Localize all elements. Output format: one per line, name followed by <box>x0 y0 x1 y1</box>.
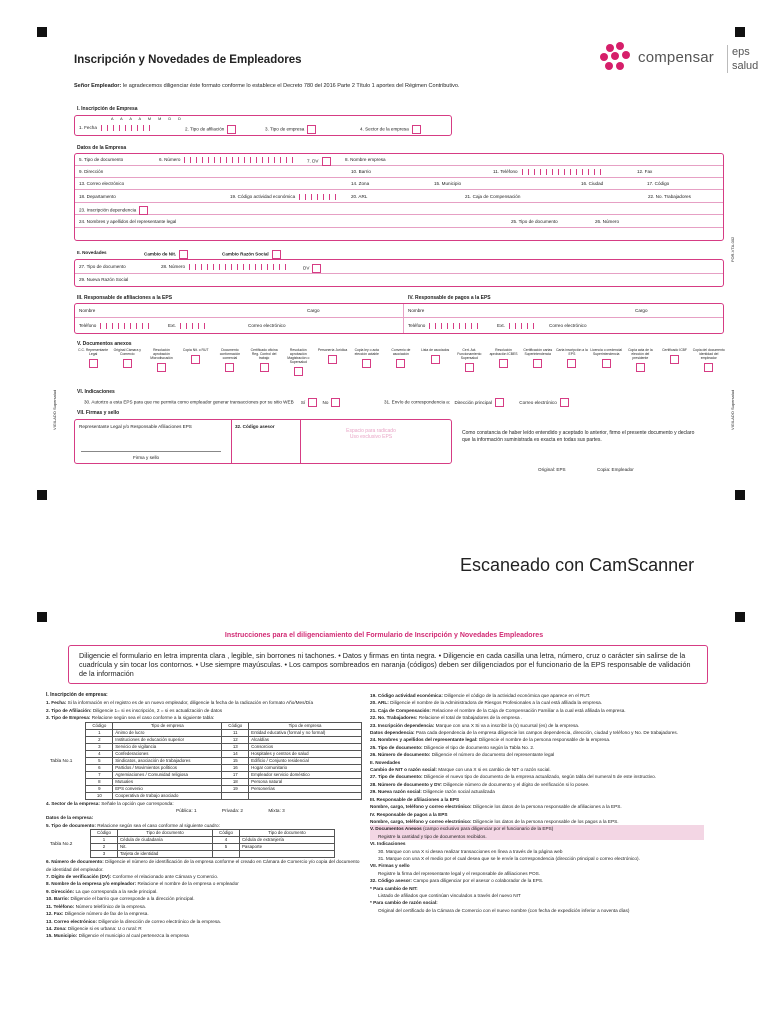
fecha-label[interactable]: 1. Fecha <box>79 125 155 131</box>
table-cell: 11 <box>222 729 249 736</box>
table-cell: Partidos / Movimientos políticos <box>113 764 222 771</box>
table-cell: 3 <box>86 743 113 750</box>
instruction-item: 15. Municipio: Diligencie el municipio al cual pertenezca la empresa <box>46 933 189 939</box>
table-cell: 2 <box>86 736 113 743</box>
section-2-title: II. Novedades <box>77 250 107 255</box>
radicado-stamp: Espacio para radicado Uso exclusivo EPS <box>346 428 396 440</box>
pago-telefono-field[interactable]: Teléfono <box>408 323 483 329</box>
anexo-item[interactable]: Original Cámara y Comercio <box>110 348 144 376</box>
cod-asesor-label[interactable]: 32. Código asesor <box>235 424 275 429</box>
instruction-item: 12. Fax: Diligencie número de fax de la empresa. <box>46 911 149 917</box>
anexo-checkbox[interactable] <box>396 359 405 368</box>
tipo-doc-field[interactable]: 5. Tipo de documento <box>79 157 124 162</box>
anexo-item[interactable]: Copia acta de la elección del presidente <box>623 348 657 376</box>
anexo-item[interactable]: Resolución aprobación Magistración o Supersalud <box>281 348 315 376</box>
instruction-item: 23. Inscripción dependencia: Marque con una X Si va a inscribir la (s) sucursal (es) de la empresa. <box>370 722 580 728</box>
telefono-field[interactable]: 11. Teléfono <box>493 169 602 175</box>
instruction-item: 24. Nombres y apellidos del representante legal: Diligencie el nombre de la persona responsable de la empresa. <box>370 737 611 743</box>
table-row <box>86 757 362 764</box>
anexo-item[interactable]: Certificado oficina Reg. Control del trabajo <box>247 348 281 376</box>
tipo-afiliacion-field[interactable]: 2. Tipo de afiliación <box>185 125 236 134</box>
nov-tipo-doc-field[interactable]: 27. Tipo de documento <box>79 264 126 269</box>
anexo-checkbox[interactable] <box>499 359 508 368</box>
instruction-item: 10. Barrio: Diligencie el barrio que corresponde a la dirección principal. <box>46 896 195 902</box>
afil-cargo-field[interactable]: Cargo <box>307 308 320 313</box>
anexo-checkbox[interactable] <box>602 359 611 368</box>
instruction-item: 7. Digito de verificación (DV): Conforme el relacionado ante Cámara y Comercio. <box>46 874 219 880</box>
pago-correo-field[interactable]: Correo electrónico <box>549 323 587 328</box>
registration-mark-br <box>735 612 745 622</box>
instruction-item: 3. Tipo de Empresa: Relacione según sea el caso conforme a la siguiente tabla: <box>46 715 215 721</box>
inscription-box <box>74 115 452 136</box>
dv-field[interactable]: 7. DV <box>307 157 331 166</box>
sector-line: 4. Sector de la empresa: Señale la opción que corresponda: <box>46 800 174 806</box>
responsables-box <box>74 303 724 334</box>
afil-correo-field[interactable]: Correo electrónico <box>248 323 286 328</box>
numero-field[interactable]: 6. Número <box>159 157 294 163</box>
scan-watermark: Escaneado con CamScanner <box>460 555 695 575</box>
table-cell: 8 <box>86 778 113 785</box>
table-cell: Cédula de extranjería <box>240 837 335 844</box>
anexo-checkbox[interactable] <box>191 355 200 364</box>
instruction-item: 31. Marque con una X el medio por el cual desea que se le envíe la correspondencia (dirección principal o correo electrónico). <box>378 855 640 861</box>
table-header: Código <box>222 722 249 729</box>
instruction-item: Datos dependencia: Para cada dependencia de la empresa diligencie los campos dependencia, dirección, ciudad y teléfono y No. De trabajadores. <box>370 730 679 736</box>
nombre-empresa-field[interactable]: 8. Nombre empresa <box>345 157 386 162</box>
registration-mark-tl <box>37 27 47 37</box>
instruction-item: 28. Número de documento y DV: Diligencie número de documento y el dígito de verificación si lo posee. <box>370 781 590 787</box>
anexo-item[interactable]: Lista de asociados <box>418 348 452 376</box>
instruction-item: 27. Tipo de documento: Diligencie el nuevo tipo de documento de la empresa actualizado, según tabla del numeral 5 de este instructivo. <box>370 774 657 780</box>
anexo-checkbox[interactable] <box>294 367 303 376</box>
instruction-item: 25. Tipo de documento: Diligencie el tipo de documento según la Tabla No. 2. <box>370 744 535 750</box>
table-header: Tipo de documento <box>240 830 335 837</box>
instruction-item: Nombre, cargo, teléfono y correo electrónico: Diligencie los datos de la persona responsable de los pagos a la EPS. <box>370 818 619 824</box>
instruction-item: Nombre, cargo, teléfono y correo electrónico: Diligencie los datos de la persona responsable de afiliaciones a la EPS. <box>370 804 622 810</box>
table-row <box>86 778 362 785</box>
pago-cargo-field[interactable]: Cargo <box>635 308 648 313</box>
constancia-text: Como constancia de haber leído entendido y aceptado lo anterior, firmo el presente documento y declaro que la información suministrada es exacta en todas sus partes. <box>462 430 695 443</box>
instructions-left-column <box>46 692 362 940</box>
instruction-item: 21. Caja de Compensación: Relacione el nombre de la Caja de Compensación Familiar a la cual está afiliada la empresa. <box>370 707 626 713</box>
table-cell: Hogar comunitario <box>249 764 362 771</box>
rep-tipo-doc-field[interactable]: 25. Tipo de documento <box>511 219 558 224</box>
vigilado-left: VIGILADO Supersalud <box>52 389 57 430</box>
table-cell <box>240 851 335 858</box>
registration-mark-bl <box>37 612 47 622</box>
table-cell: 9 <box>86 785 113 792</box>
anexo-item[interactable]: Licencia o credencial Superintendencia <box>589 348 623 376</box>
instruction-item: 14. Zona: Diligencie si es urbana: U o rural: R <box>46 925 142 931</box>
datos-box <box>74 153 724 241</box>
instruction-item: 1. Fecha: Si la información en el registro es de un nuevo empleador, diligencie la fecha de la radicación en formato Año/Mes/Día <box>46 700 314 706</box>
table-cell: 7 <box>86 771 113 778</box>
instruction-item: III. Responsable de afiliaciones a la EPS <box>370 796 460 802</box>
registration-mark-ml <box>37 490 47 500</box>
table-row <box>91 844 335 851</box>
table1-label: Tabla No.1 <box>50 757 73 763</box>
table-cell: Edificio / Conjunto residencial <box>249 757 362 764</box>
tipo-empresa-field[interactable]: 3. Tipo de empresa <box>265 125 316 134</box>
table-cell: 16 <box>222 764 249 771</box>
table2-label: Tabla No.2 <box>50 841 73 847</box>
fax-field[interactable]: 12. Fax <box>637 169 653 174</box>
table-cell: 13 <box>222 743 249 750</box>
instruction-item: 2. Tipo de Afiliación: Diligencie 1= si es inscripción, 2 = si es actualización de datos <box>46 707 223 713</box>
copia-label: Copia: Empleador <box>597 467 634 472</box>
rep-firma-label: Representante Legal y/o Responsable Afiliaciones EPS <box>79 424 192 429</box>
firma-sello-label: Firma y sello <box>133 455 160 460</box>
table-cell: Agremiaciones / Comunidad religiosa <box>113 771 222 778</box>
trabajadores-field[interactable]: 22. No. Trabajadores <box>648 194 691 199</box>
registration-mark-mr <box>735 490 745 500</box>
instruction-item: 11. Teléfono: Número telefónico de la empresa. <box>46 903 146 909</box>
brand-name: compensar <box>638 49 715 66</box>
tipo-doc-line: 5. Tipo de documento: Relacione según sea el caso conforme al siguiente cuadro: <box>46 822 220 828</box>
table-cell: Pasaporte <box>240 844 335 851</box>
table-cell: 2 <box>91 844 118 851</box>
anexo-item[interactable]: Certificado ICBF <box>657 348 691 376</box>
departamento-field[interactable]: 18. Departamento <box>79 194 116 199</box>
table-header: Código <box>91 830 118 837</box>
anexos-highlight: V. Documentos Anexos (campo exclusivo para diligenciar por el funcionario de la EPS) Registre la cantidad y tipo de documentos recibidos. <box>370 825 704 840</box>
side-code: FOR-VTA-002 <box>730 236 735 262</box>
table-row <box>86 764 362 771</box>
table-cell: 15 <box>222 757 249 764</box>
datos-title: Datos de la Empresa <box>77 145 127 151</box>
anexo-item[interactable]: Cert. Act. Funcionamiento Supersalud <box>452 348 486 376</box>
instruction-item: 26. Número de documento: Diligencie el número de documento del representante legal <box>370 752 555 758</box>
table-row <box>86 785 362 792</box>
section-6-title: VI. Indicaciones <box>77 389 115 395</box>
ciudad-field[interactable]: 16. Ciudad <box>581 181 604 186</box>
anexo-item[interactable]: Documento conformación comercial <box>213 348 247 376</box>
pago-nombre-field[interactable]: Nombre <box>408 308 425 313</box>
table-cell: Personerías <box>249 785 362 792</box>
anexo-item[interactable]: Resolución aprobación Microdiscusión <box>144 348 178 376</box>
form-title: Inscripción y Novedades de Empleadores <box>74 54 302 66</box>
anexo-item[interactable]: Carta inscripción a la EPS <box>555 348 589 376</box>
instructions-right-column <box>370 692 704 914</box>
instruction-item: II. Novedades <box>370 759 401 765</box>
instruction-item: * Para cambio de NIT: <box>370 885 418 891</box>
instruction-item: Original del certificado de la Cámara de Comercio con el nuevo nombre (con fecha de expedición inferior a noventa días) <box>378 907 630 913</box>
table-cell: Entidad educativa (formal y no formal) <box>249 729 362 736</box>
afil-telefono-field[interactable]: Teléfono <box>79 323 154 329</box>
instruction-item: 13. Correo electrónico: Diligencie la dirección de correo electrónico de la empresa. <box>46 918 222 924</box>
anexo-item[interactable]: Convenio de asociación <box>384 348 418 376</box>
anexo-checkbox[interactable] <box>123 359 132 368</box>
left-header: I. Inscripción de empresa: <box>46 692 108 698</box>
anexo-checkbox[interactable] <box>465 363 474 372</box>
table-cell: Mutuales <box>113 778 222 785</box>
instruction-item: 32. Código asesor: Campo para diligenciar por el asesor o colaborador de la EPS. <box>370 878 544 884</box>
anexo-checkbox[interactable] <box>260 363 269 372</box>
section-1-title: I. Inscripción de Empresa <box>77 106 138 112</box>
table-row <box>86 736 362 743</box>
section-3-title: III. Responsable de afiliaciones a la EPS <box>77 295 173 301</box>
registration-mark-tr <box>735 27 745 37</box>
instruction-item: 6. Número de documento: Diligencie el número de identificación de la empresa conforme el creado en Cámara de Comercio y/o copia del documento de identidad del empleador. <box>46 859 360 872</box>
table-cell: 4 <box>213 837 240 844</box>
table-header: Tipo de documento <box>118 830 213 837</box>
autorizo-field[interactable]: 30. Autorizo a esta EPS para que me permita como empleador generar transacciones por su sitio WEB Sí No <box>84 398 340 407</box>
instruction-item: VI. Indicaciones <box>370 841 406 847</box>
section-4-title: IV. Responsable de pagos a la EPS <box>408 295 491 301</box>
table-cell: Cooperativa de trabajo asociado <box>113 792 222 799</box>
instructions-title: Instrucciones para el diligenciamiento del Formulario de Inscripción y Novedades Empleadores <box>224 632 544 639</box>
envio-field[interactable]: 31. Envío de correspondencia a: Dirección principal Correo electrónico <box>384 398 569 407</box>
municipio-field[interactable]: 15. Municipio <box>434 181 462 186</box>
codigo-field[interactable]: 17. Código <box>647 181 670 186</box>
instruction-item: VII. Firmas y sello <box>370 863 410 869</box>
nueva-razon-field[interactable]: 29. Nueva Razón Social <box>79 277 129 282</box>
rep-numero-field[interactable]: 26. Número <box>595 219 620 224</box>
anexo-checkbox[interactable] <box>567 359 576 368</box>
instruction-item: * Para cambio de razón social: <box>370 900 438 906</box>
table-row <box>86 743 362 750</box>
table-cell: 3 <box>91 851 118 858</box>
correo-field[interactable]: 13. Correo electrónico <box>79 181 125 186</box>
table-header: Código <box>86 722 113 729</box>
anexo-item[interactable]: Copia Nit. o RUT <box>179 348 213 376</box>
barrio-field[interactable]: 10. Barrio <box>351 169 371 174</box>
original-label: Original: EPS <box>538 467 566 472</box>
table-cell: Consorcios <box>249 743 362 750</box>
table-cell: 1 <box>86 729 113 736</box>
logo-dots-icon <box>600 42 640 72</box>
instruction-item: 8. Nombre de la empresa y/o empleador: Relacione el nombre de la empresa o empleador <box>46 881 239 887</box>
anexo-checkbox[interactable] <box>157 363 166 372</box>
table-row <box>91 851 335 858</box>
sector-options: Pública: 1 Privada: 2 Mixta: 3 <box>176 808 285 814</box>
instruction-item: Listado de afiliados que continúan vinculados a través del nuevo NIT <box>378 892 521 898</box>
table-header: Código <box>213 830 240 837</box>
table-cell: EPS convenio <box>113 785 222 792</box>
section-7-title: VII. Firmas y sello <box>77 410 120 416</box>
novedades-box <box>74 259 724 287</box>
anexo-item[interactable]: Certificación cartas Superintendencia <box>521 348 555 376</box>
pago-ext-field[interactable]: Ext. <box>497 323 537 329</box>
table-cell <box>222 792 249 799</box>
representante-field[interactable]: 24. Nombres y apellidos del representante legal <box>79 219 177 224</box>
instructions-intro: Diligencie el formulario en letra imprenta clara , legible, sin borrones ni tachones. • Datos y firmas en tinta negra. • Diligencie en cada casilla una letra, número, cruz o carácter sin salirse de la cuadrícula y sin tocar los contornos. • Use siempre mayúsculas. • Los campos sombreados en naranja (códigos) deben ser diligenciados por el funcionario de la EPS responsable de validación de la información <box>68 645 708 684</box>
nov-numero-field[interactable]: 28. Número <box>161 264 289 270</box>
anexos-grid <box>76 348 726 376</box>
sector-field[interactable]: 4. Sector de la empresa <box>360 125 421 134</box>
anexo-checkbox[interactable] <box>328 355 337 364</box>
section-5-title: V. Documentos anexos <box>77 341 132 347</box>
table-row <box>86 729 362 736</box>
table-cell: Hospitales y centros de salud <box>249 750 362 757</box>
anexo-item[interactable]: Copia ley o acta elección actable <box>350 348 384 376</box>
table-cell: Tarjeta de identidad <box>118 851 213 858</box>
table-row <box>91 837 335 844</box>
anexo-item[interactable]: Resolución aprobación ICBES <box>486 348 520 376</box>
table-cell <box>213 851 240 858</box>
instruction-item: 9. Dirección: La que corresponda a la sede principal. <box>46 888 158 894</box>
anexo-checkbox[interactable] <box>533 359 542 368</box>
table-cell: 6 <box>86 764 113 771</box>
table-cell: Ánimo de lucro <box>113 729 222 736</box>
table-cell: 12 <box>222 736 249 743</box>
anexo-checkbox[interactable] <box>670 355 679 364</box>
instruction-item: IV. Responsable de pagos a la EPS <box>370 811 448 817</box>
anexo-checkbox[interactable] <box>225 363 234 372</box>
table-cell: 17 <box>222 771 249 778</box>
table-cell: Alcaldías <box>249 736 362 743</box>
anexo-checkbox[interactable] <box>89 359 98 368</box>
table-cell: Cédula de ciudadanía <box>118 837 213 844</box>
instruction-item: 19. Código actividad económica: Diligencie el código de la actividad económica que aparece en el RUT. <box>370 693 591 698</box>
instruction-item: 20. ARL: Diligencie el nombre de la Administradora de Riesgos Profesionales a la cual está afiliada la empresa. <box>370 700 602 706</box>
instruction-item: 30. Marque con una X si desea realizar transacciones en línea a través de la página web <box>378 848 563 854</box>
anexo-item[interactable]: Personería Jurídica <box>315 348 349 376</box>
brand-eps: eps salud <box>727 45 758 73</box>
table-cell: 1 <box>91 837 118 844</box>
table-cell: 4 <box>86 750 113 757</box>
direccion-field[interactable]: 9. Dirección <box>79 169 104 174</box>
table-cell: Instituciones de educación superior <box>113 736 222 743</box>
table-header: Tipo de empresa <box>113 722 222 729</box>
nov-dv-field[interactable]: DV <box>303 264 321 273</box>
table-cell: Empleador servicio doméstico <box>249 771 362 778</box>
table-cell: 5 <box>213 844 240 851</box>
dependencia-field[interactable]: 23. Inscripción dependencia <box>79 206 148 215</box>
intro-text: Señor Empleador: le agradecemos diligenciar éste formato conforme lo establece el Decreto 780 del 2016 Parte 2 Título 1 aportes del Régimen Contributivo. <box>74 83 460 89</box>
vigilado-right: VIGILADO Supersalud <box>730 389 735 430</box>
table-cell: 10 <box>86 792 113 799</box>
zona-field[interactable]: 14. Zona <box>351 181 370 186</box>
table-1 <box>85 722 362 800</box>
afil-ext-field[interactable]: Ext. <box>168 323 208 329</box>
table-2 <box>90 829 335 858</box>
table-cell: 5 <box>86 757 113 764</box>
table-cell: 14 <box>222 750 249 757</box>
instruction-item: Cambio de NIT o razón social: Marque con una X si es cambio de NIT o razón social. <box>370 767 551 773</box>
instruction-item: Registre la firma del representante legal y el responsable de afiliaciones POS. <box>378 870 541 876</box>
table-row <box>86 771 362 778</box>
afil-nombre-field[interactable]: Nombre <box>79 308 96 313</box>
instruction-item: 29. Nueva razón social: Diligencie razón social actualizada <box>370 789 495 795</box>
instruction-item: 22. No. Trabajadores: Relacione el total de trabajadores de la empresa . <box>370 715 523 721</box>
table-header: Tipo de empresa <box>249 722 362 729</box>
table-row <box>86 750 362 757</box>
datos-empresa-header: Datos de la empresa: <box>46 815 94 821</box>
table-cell: Confederaciones <box>113 750 222 757</box>
firmas-box <box>74 419 452 464</box>
table-cell: 18 <box>222 778 249 785</box>
anexo-checkbox[interactable] <box>431 355 440 364</box>
table-cell: Nit. <box>118 844 213 851</box>
table-cell: 19 <box>222 785 249 792</box>
anexo-item[interactable]: Copia del documento identidad del empleador <box>692 348 726 376</box>
anexo-checkbox[interactable] <box>704 363 713 372</box>
table-cell <box>249 792 362 799</box>
date-header: A A A A M M D D <box>111 117 184 121</box>
table-cell: Servicio de vigilancia <box>113 743 222 750</box>
table-cell: Persona natural <box>249 778 362 785</box>
table-cell: Sindicatos, asociación de trabajadores <box>113 757 222 764</box>
table-row <box>86 792 362 799</box>
anexo-checkbox[interactable] <box>636 363 645 372</box>
caja-field[interactable]: 21. Caja de Compensación <box>465 194 521 199</box>
cambio-razon-field[interactable]: Cambio Razón Social <box>222 250 281 259</box>
cambio-nit-field[interactable]: Cambio de Nit. <box>144 250 188 259</box>
signature-line[interactable] <box>81 451 221 452</box>
arl-field[interactable]: 20. ARL <box>351 194 368 199</box>
anexo-checkbox[interactable] <box>362 359 371 368</box>
anexo-item[interactable]: C.C. Representante Legal <box>76 348 110 376</box>
ciiu-field[interactable]: 19. Código actividad económica <box>230 194 339 200</box>
